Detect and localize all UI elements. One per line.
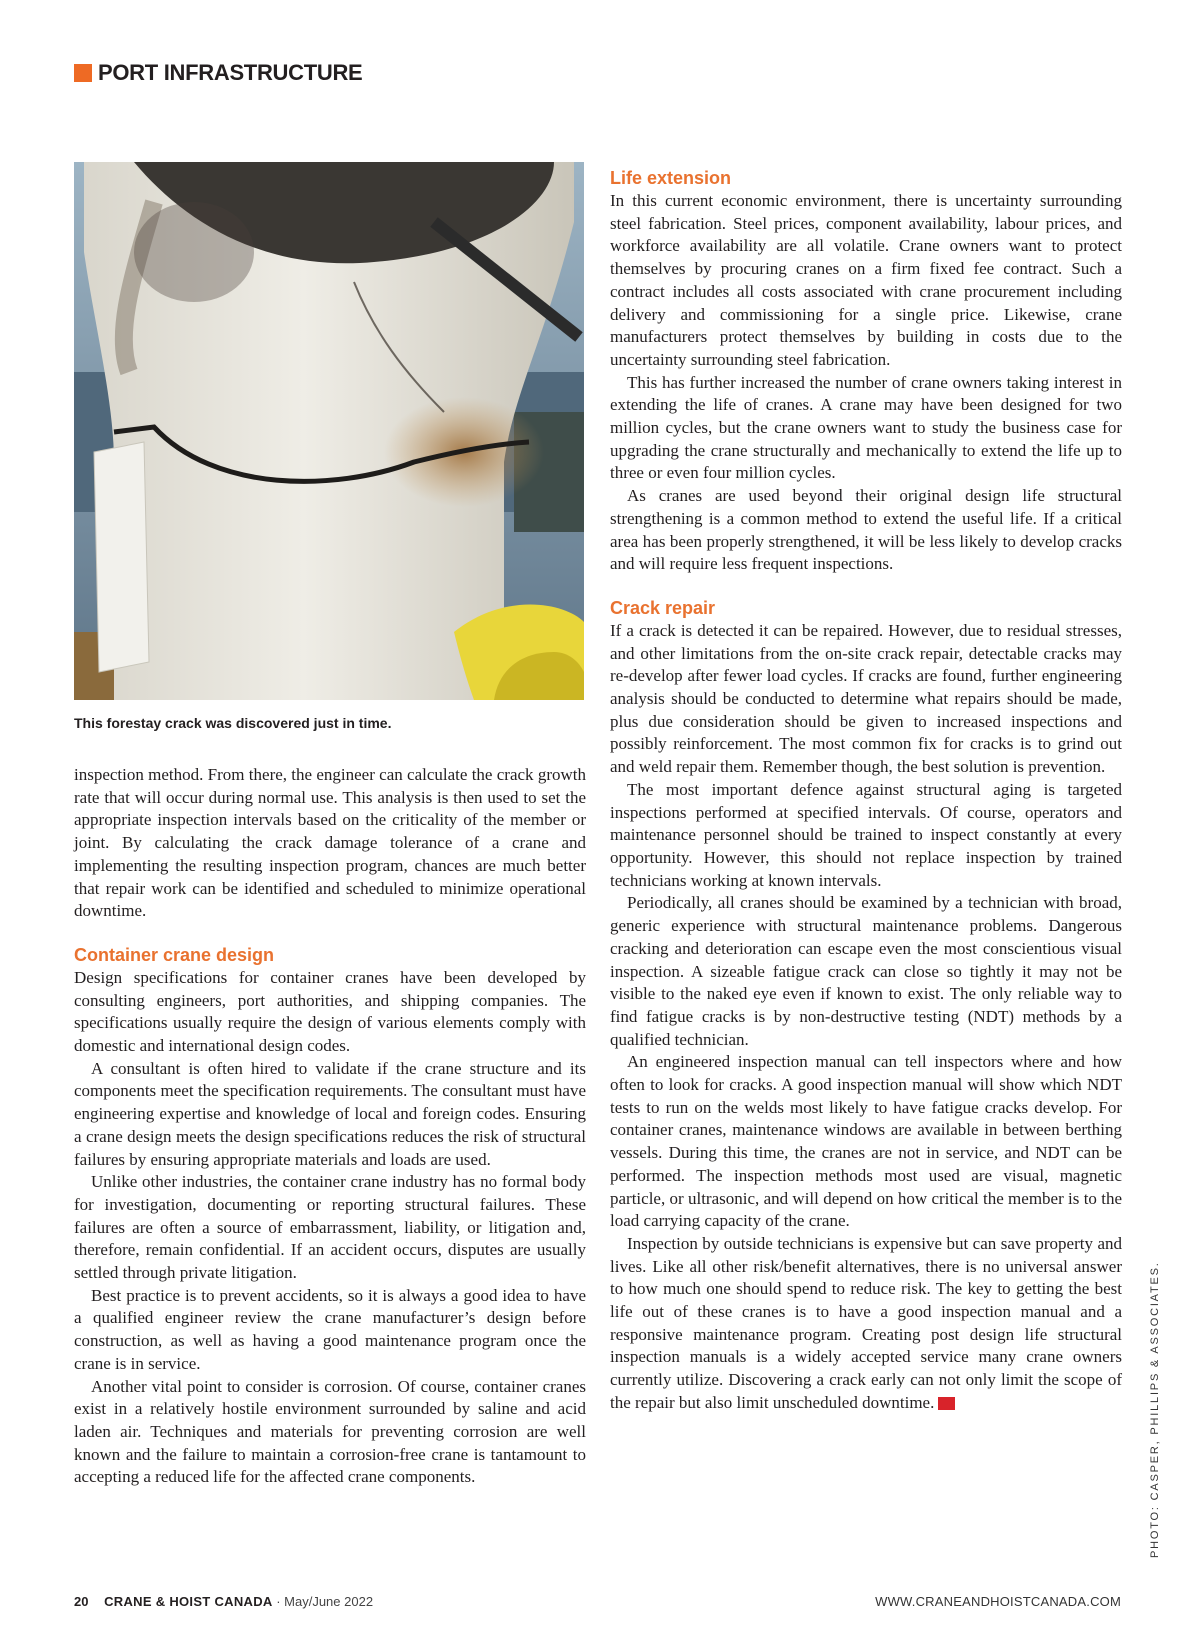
left-column <box>74 764 586 1489</box>
section-square-icon <box>74 64 92 82</box>
paragraph: A consultant is often hired to validate if the crane structure and its components meet the specification requirements. The consultant must have engineering expertise and knowledge of local and foreign codes. Ensuring a crane design meets the design specifications reduces the risk of structural failures by ensuring appropriate materials and loads are used. <box>74 1058 586 1169</box>
paragraph: Periodically, all cranes should be examined by a technician with broad, generic experience with structural maintenance problems. Dangerous cracking and deterioration can escape even the most conscientious visual inspection. A sizeable fatigue crack can close so tightly it may not be visible to the naked eye even if known to exist. The only reliable way to find fatigue cracks is by non-destructive testing (NDT) methods by a qualified technician. <box>610 893 1122 1049</box>
paragraph: Another vital point to consider is corrosion. Of course, container cranes exist in a relatively hostile environment surrounded by saline and acid laden air. Techniques and materials for preventing corrosion are well known and the failure to maintain a corrosion-free crane is tantamount to accepting a reduced life for the affected crane components. <box>74 1376 586 1487</box>
section-label <box>74 60 362 86</box>
heading-life-extension: Life extension <box>610 168 732 188</box>
photo-caption: This forestay crack was discovered just in time. <box>74 715 392 731</box>
page-number: 20 <box>74 1594 89 1609</box>
issue-date: · May/June 2022 <box>276 1594 374 1609</box>
paragraph: inspection method. From there, the engineer can calculate the crack growth rate that will occur during normal use. This analysis is then used to set the appropriate inspection intervals based on the criticality of the member or joint. By calculating the crack damage tolerance of a crane and implementing the resulting inspection program, chances are much better that repair work can be identified and scheduled to minimize operational downtime. <box>74 765 586 921</box>
heading-crack-repair: Crack repair <box>610 597 716 618</box>
footer <box>74 1594 1121 1609</box>
paragraph: Unlike other industries, the container crane industry has no formal body for investigation, documenting or reporting structural failures. These failures are often a source of embarrassment, liability, or litigation and, therefore, remain confidential. If an accident occurs, disputes are usually settled through private litigation. <box>74 1172 586 1283</box>
photo-credit: PHOTO: CASPER, PHILLIPS & ASSOCIATES. <box>1149 1261 1161 1558</box>
right-column <box>610 166 1122 1415</box>
paragraph-text: Inspection by outside technicians is expensive but can save property and lives. Like all other risk/benefit alternatives, there is no universal answer to how much one should spend to reduce risk. The key to getting the best life out of these cranes is to have a good inspection manual and a responsive maintenance program. Creating post design life structural inspection manuals is a widely accepted service many crane owners currently utilize. Discovering a crack early can not only limit the scope of the repair but also limit unscheduled downtime. <box>610 1233 1122 1412</box>
heading-container-crane-design: Container crane design <box>74 944 275 965</box>
paragraph: If a crack is detected it can be repaired. However, due to residual stresses, and other limitations from the on-site crack repair, detectable cracks may re-develop after fewer load cycles. If cracks are found, further engineering analysis should be conducted to determine what repairs should be made, plus due consideration should be given to increased inspections and possibly reinforcement. The most common fix for cracks is to grind out and weld repair them. Remember though, the best solution is prevention. <box>610 620 1122 777</box>
website-url: WWW.CRANEANDHOISTCANADA.COM <box>875 1594 1121 1609</box>
magazine-name: CRANE & HOIST CANADA <box>104 1594 273 1609</box>
paragraph: This has further increased the number of crane owners taking interest in extending the life of cranes. A crane may have been designed for two million cycles, but the crane owners want to study the business case for upgrading the crane structurally and mechanically to extend the life up to three or even four million cycles. <box>610 372 1122 483</box>
forestay-crack-photo <box>74 162 584 700</box>
paragraph: An engineered inspection manual can tell inspectors where and how often to look for cracks. A good inspection manual will show which NDT tests to run on the welds most likely to have fatigue cracks develop. For container cranes, maintenance windows are available in between berthing vessels. During this time, the cranes are not in service, and NDT can be performed. The inspection methods most used are visual, magnetic particle, or ultrasonic, and will depend on how critical the member is to the load carrying capacity of the crane. <box>610 1052 1122 1231</box>
paragraph: The most important defence against structural aging is targeted inspections performed at specified intervals. Of course, operators and maintenance personnel should be trained to inspect constantly at every opportunity. However, this should not replace inspection by trained technicians working at known intervals. <box>610 779 1122 890</box>
paragraph: Best practice is to prevent accidents, so it is always a good idea to have a qualified engineer review the crane manufacturer’s design before construction, as well as having a good maintenance program once the crane is in service. <box>74 1285 586 1373</box>
paragraph: In this current economic environment, there is uncertainty surrounding steel fabrication. Steel prices, component availability, labour prices, and workforce availability are all volatile. Crane owners want to protect themselves by procuring cranes on a firm fixed fee contract. Such a contract includes all costs associated with crane procurement including delivery and commissioning for a single price. Likewise, crane manufacturers protect themselves by building in costs due to the uncertainty surrounding steel fabrication. <box>610 191 1122 369</box>
section-title: PORT INFRASTRUCTURE <box>98 60 363 85</box>
end-mark-icon: CHC <box>938 1397 955 1410</box>
final-paragraph <box>610 1233 1122 1415</box>
paragraph: As cranes are used beyond their original design life structural strengthening is a common method to extend the useful life. If a critical area has been properly strengthened, it will be less likely to develop cracks and will require less frequent inspections. <box>610 486 1122 574</box>
paragraph: Design specifications for container cranes have been developed by consulting engineers, port authorities, and shipping companies. The specifications usually require the design of various elements comply with domestic and international design codes. <box>74 967 586 1056</box>
